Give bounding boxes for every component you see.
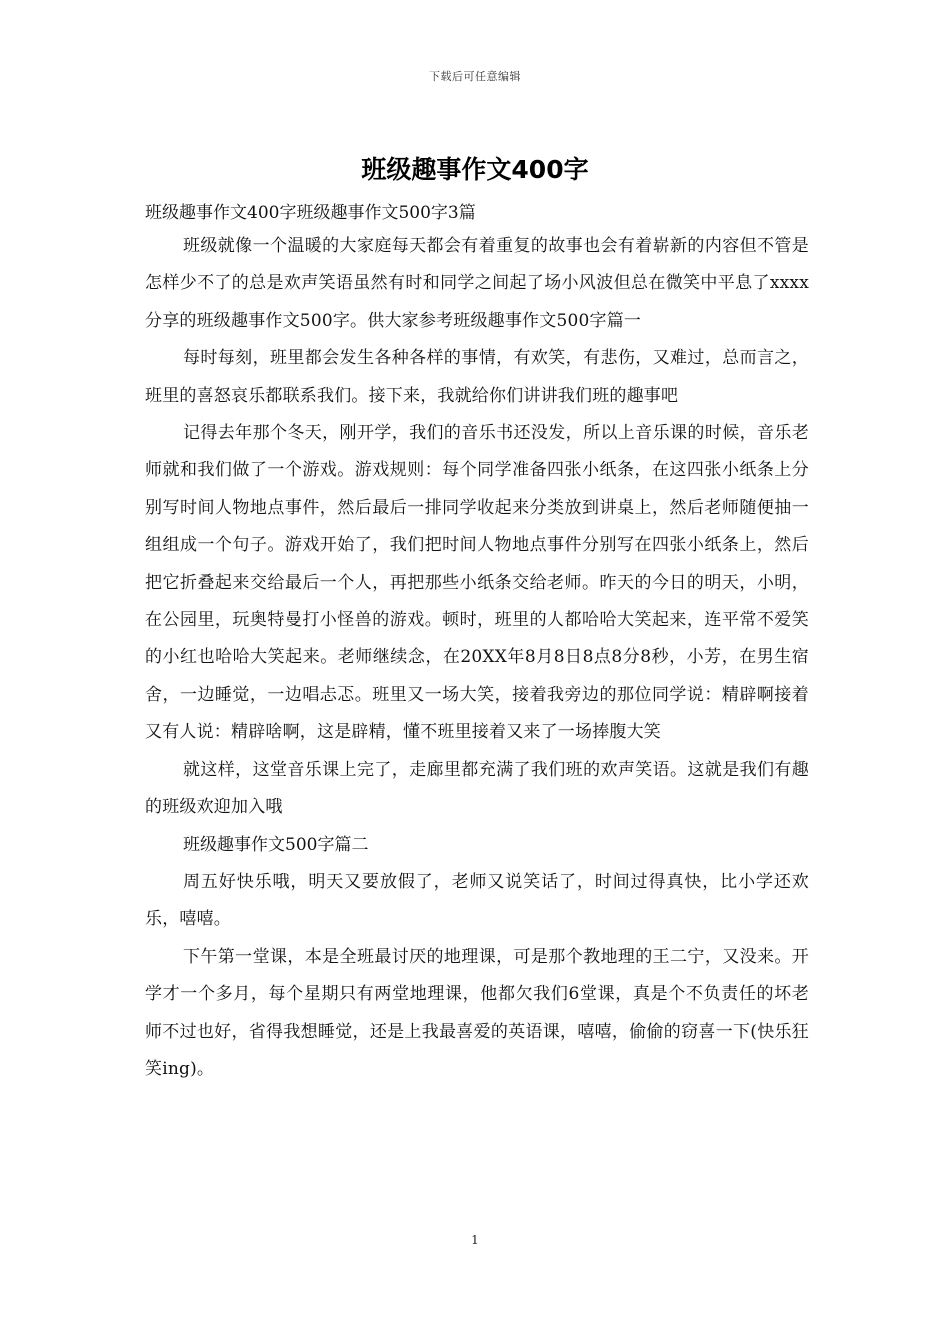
document-subtitle: 班级趣事作文400字班级趣事作文500字3篇 <box>145 203 476 223</box>
paragraph-3: 就这样，这堂音乐课上完了，走廊里都充满了我们班的欢声笑语。这就是我们有趣的班级欢迎加入哦 <box>145 759 809 818</box>
document-body <box>145 198 809 1088</box>
paragraph-2: 记得去年那个冬天，刚开学，我们的音乐书还没发，所以上音乐课的时候，音乐老师就和我们做了一个游戏。游戏规则：每个同学准备四张小纸条，在这四张小纸条上分别写时间人物地点事件，然后最后一排同学收起来分类放到讲桌上，然后老师随便抽一组组成一个句子。游戏开始了，我们把时间人物地点事件分别写在四张小纸条上，然后把它折叠起来交给最后一个人，再把那些小纸条交给老师。昨天的今日的明天，小明，在公园里，玩奥特曼打小怪兽的游戏。顿时，班里的人都哈哈大笑起来，连平常不爱笑的小红也哈哈大笑起来。老师继续念，在20XX年8月8日8点8分8秒，小芳，在男生宿舍，一边睡觉，一边唱忐忑。班里又一场大笑，接着我旁边的那位同学说：精辟啊接着又有人说：精辟啥啊，这是辟精，懂不班里接着又来了一场捧腹大笑 <box>145 423 809 743</box>
section-two-paragraph-2: 下午第一堂课，本是全班最讨厌的地理课，可是那个教地理的王二宁，又没来。开学才一个多月，每个星期只有两堂地理课，他都欠我们6堂课，真是个不负责任的坏老师不过也好，省得我想睡觉，还是上我最喜爱的英语课，嘻嘻，偷偷的窃喜一下(快乐狂笑ing)。 <box>145 946 809 1079</box>
page-number: 1 <box>471 1233 479 1247</box>
document-title: 班级趣事作文400字 <box>361 155 589 184</box>
paragraph-1: 每时每刻，班里都会发生各种各样的事情，有欢笑，有悲伤，又难过，总而言之，班里的喜怒哀乐都联系我们。接下来，我就给你们讲讲我们班的趣事吧 <box>145 348 809 406</box>
paragraph-intro: 班级就像一个温暖的大家庭每天都会有着重复的故事也会有着崭新的内容但不管是怎样少不了的总是欢声笑语虽然有时和同学之间起了场小风波但总在微笑中平息了xxxx分享的班级趣事作文500字。供大家参考班级趣事作文500字篇一 <box>145 236 809 331</box>
header-note: 下载后可任意编辑 <box>429 70 521 83</box>
section-two-heading: 班级趣事作文500字篇二 <box>183 834 369 855</box>
section-two-paragraph-1: 周五好快乐哦，明天又要放假了，老师又说笑话了，时间过得真快，比小学还欢乐，嘻嘻。 <box>145 871 809 930</box>
